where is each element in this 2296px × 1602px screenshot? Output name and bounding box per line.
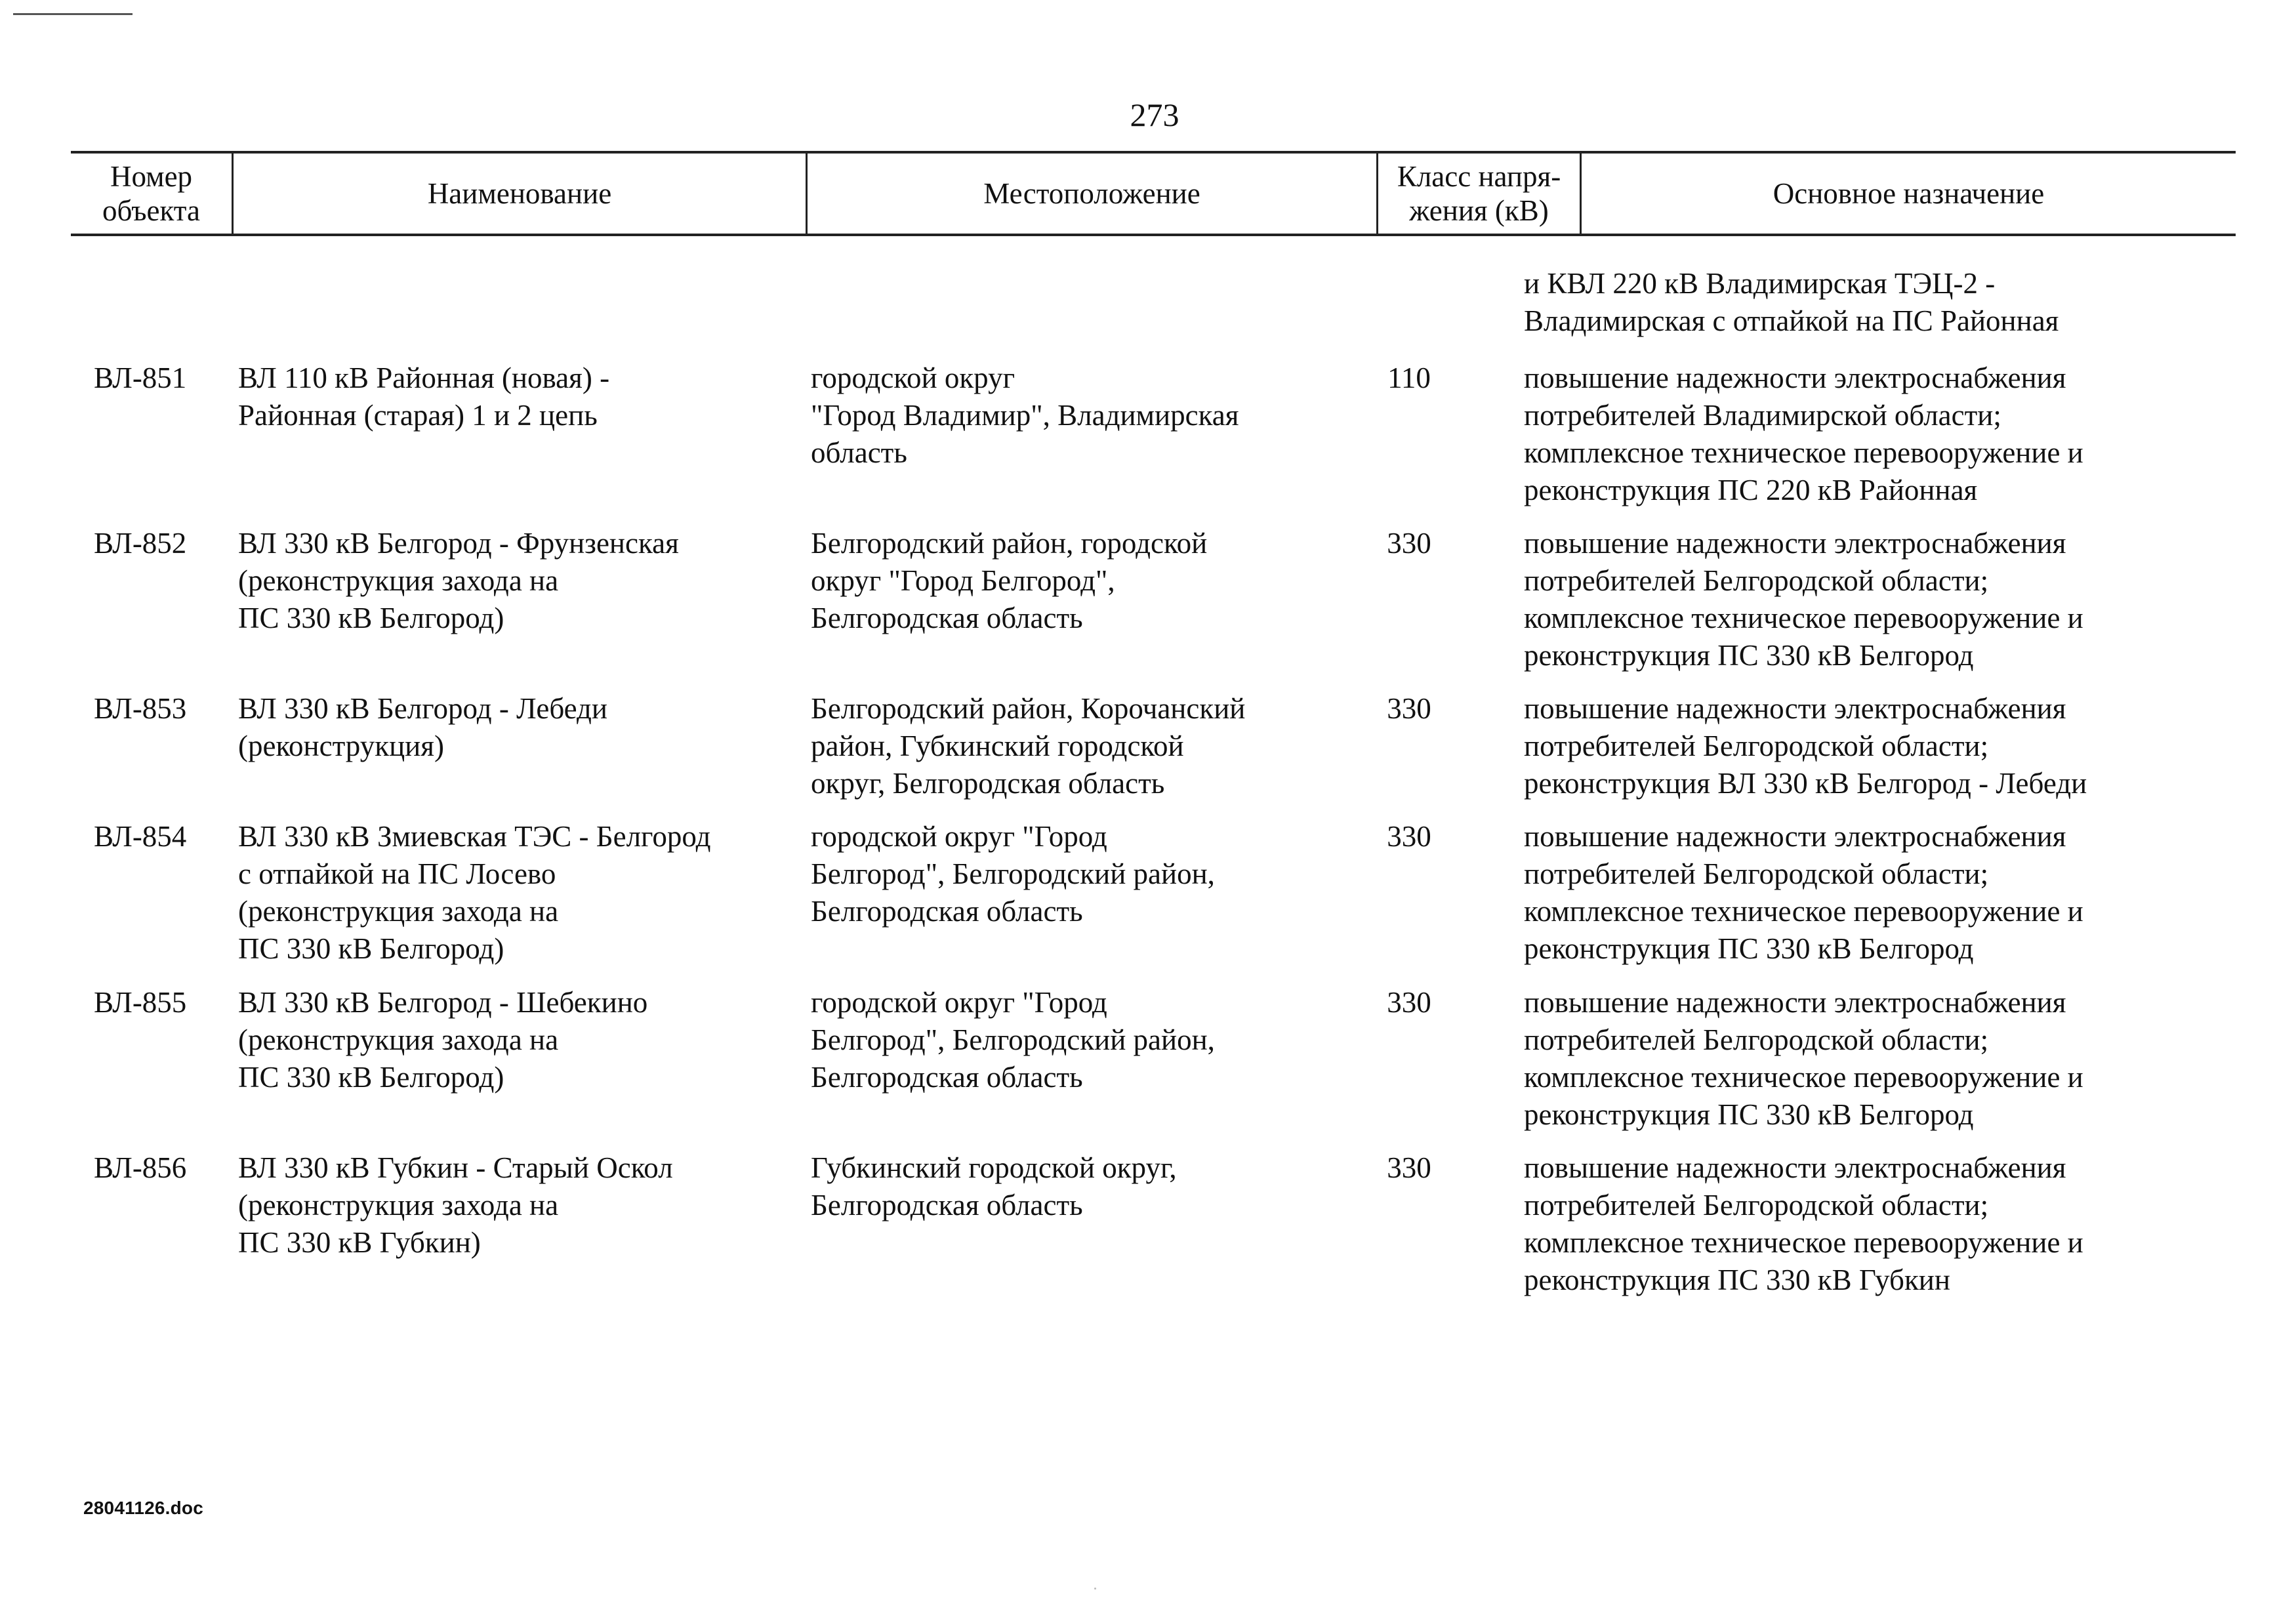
scan-speck <box>1094 1588 1096 1590</box>
object-name: ВЛ 110 кВ Районная (новая) - Районная (старая) 1 и 2 цепь <box>238 361 610 432</box>
object-purpose: повышение надежности электроснабжения потребителей Белгородской области; реконструкция ВЛ 330 кВ Белгород - Лебеди <box>1524 692 2087 800</box>
object-purpose: повышение надежности электроснабжения потребителей Владимирской области; комплексное техническое перевооружение и реконструкция ПС 220 кВ Районная <box>1524 361 2083 506</box>
continuation-purpose: и КВЛ 220 кВ Владимирская ТЭЦ-2 - Владимирская с отпайкой на ПС Районная <box>1524 267 2059 337</box>
header-name: Наименование <box>232 154 806 234</box>
object-name: ВЛ 330 кВ Белгород - Лебеди (реконструкция) <box>238 692 607 762</box>
object-location: Белгородский район, городской округ "Город Белгород", Белгородская область <box>811 527 1208 634</box>
object-name: ВЛ 330 кВ Белгород - Шебекино (реконструкция захода на ПС 330 кВ Белгород) <box>238 986 648 1094</box>
object-purpose: повышение надежности электроснабжения потребителей Белгородской области; комплексное техническое перевооружение и реконструкция ПС 330 кВ Белгород <box>1524 527 2083 672</box>
object-voltage: 110 <box>1387 361 1431 394</box>
object-location: городской округ "Город Белгород", Белгородский район, Белгородская область <box>811 820 1215 928</box>
object-name: ВЛ 330 кВ Змиевская ТЭС - Белгород с отпайкой на ПС Лосево (реконструкция захода на ПС 330 кВ Белгород) <box>238 820 711 965</box>
header-location: Местоположение <box>806 154 1376 234</box>
table-header <box>71 151 2236 236</box>
object-number: ВЛ-854 <box>94 820 187 853</box>
object-location: Губкинский городской округ, Белгородская область <box>811 1151 1177 1222</box>
object-number: ВЛ-851 <box>94 361 187 394</box>
header-voltage-class: Класс напря- жения (кВ) <box>1376 154 1580 234</box>
header-purpose: Основное назначение <box>1580 154 2236 234</box>
object-voltage: 330 <box>1387 527 1431 560</box>
object-number: ВЛ-856 <box>94 1151 187 1184</box>
object-purpose: повышение надежности электроснабжения потребителей Белгородской области; комплексное техническое перевооружение и реконструкция ПС 330 кВ Губкин <box>1524 1151 2083 1296</box>
object-voltage: 330 <box>1387 692 1431 725</box>
object-voltage: 330 <box>1387 986 1431 1019</box>
object-location: Белгородский район, Корочанский район, Губкинский городской округ, Белгородская область <box>811 692 1246 800</box>
object-name: ВЛ 330 кВ Губкин - Старый Оскол (реконструкция захода на ПС 330 кВ Губкин) <box>238 1151 673 1259</box>
object-number: ВЛ-852 <box>94 527 187 560</box>
page-number: 273 <box>1130 96 1179 133</box>
object-purpose: повышение надежности электроснабжения потребителей Белгородской области; комплексное техническое перевооружение и реконструкция ПС 330 кВ Белгород <box>1524 820 2083 965</box>
object-number: ВЛ-855 <box>94 986 187 1019</box>
object-number: ВЛ-853 <box>94 692 187 725</box>
object-location: городской округ "Город Владимир", Владимирская область <box>811 361 1239 469</box>
top-left-rule <box>13 13 133 15</box>
object-voltage: 330 <box>1387 1151 1431 1184</box>
object-name: ВЛ 330 кВ Белгород - Фрунзенская (реконструкция захода на ПС 330 кВ Белгород) <box>238 527 679 634</box>
header-object-number: Номер объекта <box>102 160 200 227</box>
object-location: городской округ "Город Белгород", Белгородский район, Белгородская область <box>811 986 1215 1094</box>
objects-table <box>71 151 2236 1296</box>
footer-filename: 28041126.doc <box>83 1498 203 1518</box>
object-voltage: 330 <box>1387 820 1431 853</box>
object-purpose: повышение надежности электроснабжения потребителей Белгородской области; комплексное техническое перевооружение и реконструкция ПС 330 кВ Белгород <box>1524 986 2083 1131</box>
